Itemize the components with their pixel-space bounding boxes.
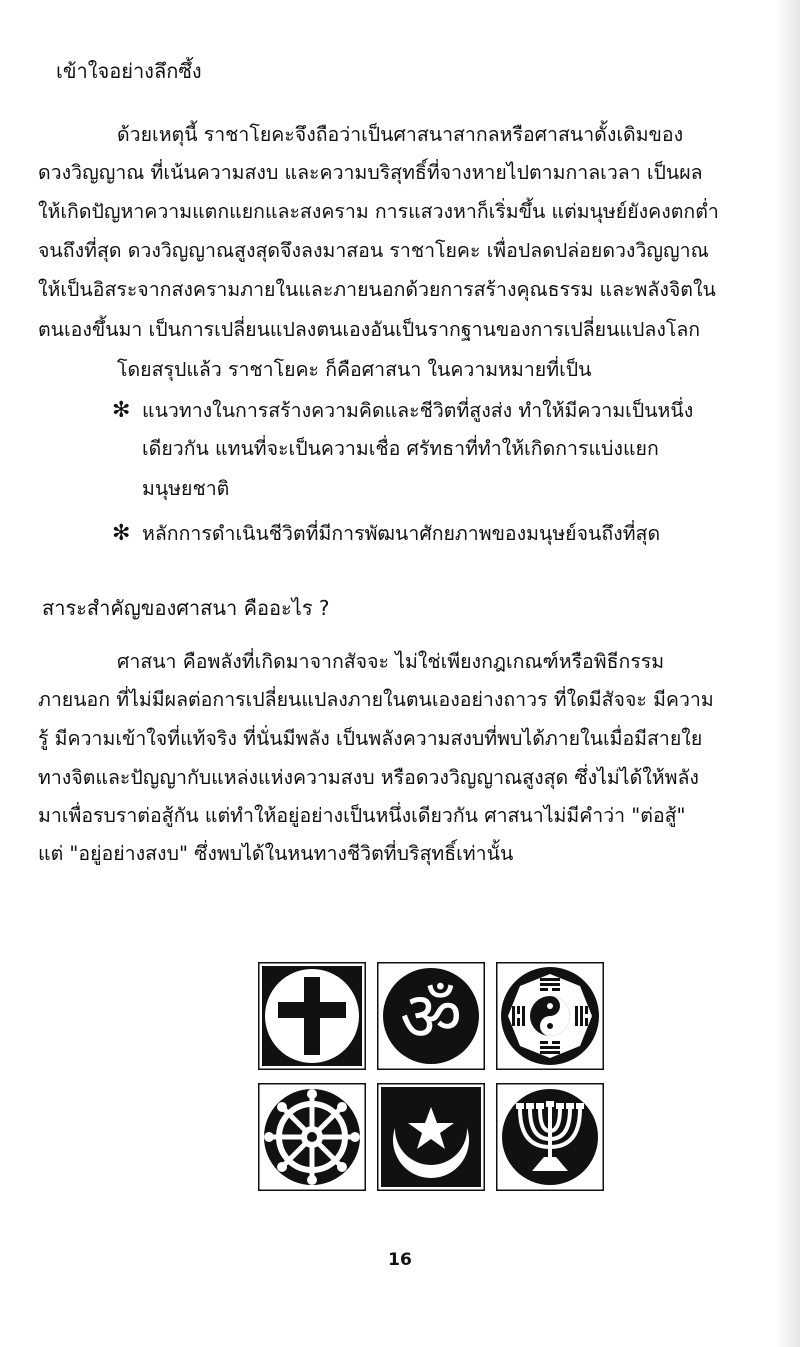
om-icon	[377, 962, 485, 1070]
section-heading-essence: สาระสำคัญของศาสนา คืออะไร ?	[42, 596, 330, 620]
paragraph-line: แต่ "อยู่อย่างสงบ" ซึ่งพบได้ในหนทางชีวิตที่บริสุทธิ์เท่านั้น	[38, 842, 514, 865]
paragraph-line: ดวงวิญญาณ ที่เน้นความสงบ และความบริสุทธิ์ที่จางหายไปตามกาลเวลา เป็นผล	[38, 161, 703, 184]
paragraph-line: ทางจิตและปัญญากับแหล่งแห่งความสงบ หรือดวงวิญญาณสูงสุด ซึ่งไม่ได้ให้พลัง	[38, 766, 699, 789]
paragraph-line: มาเพื่อรบราต่อสู้กัน แต่ทำให้อยู่อย่างเป็นหนึ่งเดียวกัน ศาสนาไม่มีคำว่า "ต่อสู้"	[38, 804, 686, 827]
asterisk-bullet-icon: ✻	[112, 521, 131, 546]
star-crescent-icon	[377, 1083, 485, 1191]
bullet-line: หลักการดำเนินชีวิตที่มีการพัฒนาศักยภาพของมนุษย์จนถึงที่สุด	[142, 522, 661, 545]
page-edge-shadow	[774, 0, 800, 1347]
yin-yang-trigram-icon	[496, 962, 604, 1070]
bullet-line: มนุษยชาติ	[142, 477, 230, 500]
bullet-line: เดียวกัน แทนที่จะเป็นความเชื่อ ศรัทธาที่ทำให้เกิดการแบ่งแยก	[142, 437, 659, 460]
bullet-line: แนวทางในการสร้างความคิดและชีวิตที่สูงส่ง ทำให้มีความเป็นหนึ่ง	[142, 399, 694, 422]
summary-line: โดยสรุปแล้ว ราชาโยคะ ก็คือศาสนา ในความหมายที่เป็น	[117, 358, 592, 381]
paragraph-line: ด้วยเหตุนี้ ราชาโยคะจึงถือว่าเป็นศาสนาสากลหรือศาสนาดั้งเดิมของ	[117, 123, 684, 146]
paragraph-line: ให้เกิดปัญหาความแตกแยกและสงคราม การแสวงหาก็เริ่มขึ้น แต่มนุษย์ยังคงตกต่ำ	[38, 200, 719, 223]
page-number: 16	[388, 1250, 412, 1270]
section-heading-understanding: เข้าใจอย่างลึกซึ้ง	[56, 59, 202, 83]
menorah-icon	[496, 1083, 604, 1191]
cross-icon	[258, 962, 366, 1070]
paragraph-line: รู้ มีความเข้าใจที่แท้จริง ที่นั่นมีพลัง เป็นพลังความสงบที่พบได้ภายในเมื่อมีสายใย	[38, 727, 703, 750]
paragraph-line: ศาสนา คือพลังที่เกิดมาจากสัจจะ ไม่ใช่เพียงกฎเกณฑ์หรือพิธีกรรม	[117, 650, 665, 673]
paragraph-line: ตนเองขึ้นมา เป็นการเปลี่ยนแปลงตนเองอันเป็นรากฐานของการเปลี่ยนแปลงโลก	[38, 318, 701, 341]
om-glyph: ॐ	[399, 978, 463, 1057]
paragraph-line: ให้เป็นอิสระจากสงครามภายในและภายนอกด้วยการสร้างคุณธรรม และพลังจิตใน	[38, 278, 716, 301]
paragraph-line: ภายนอก ที่ไม่มีผลต่อการเปลี่ยนแปลงภายในตนเองอย่างถาวร ที่ใดมีสัจจะ มีความ	[38, 688, 714, 711]
religious-symbols-grid	[258, 962, 604, 1194]
paragraph-line: จนถึงที่สุด ดวงวิญญาณสูงสุดจึงลงมาสอน ราชาโยคะ เพื่อปลดปล่อยดวงวิญญาณ	[38, 239, 709, 262]
asterisk-bullet-icon: ✻	[112, 398, 131, 423]
dharma-wheel-icon	[258, 1083, 366, 1191]
